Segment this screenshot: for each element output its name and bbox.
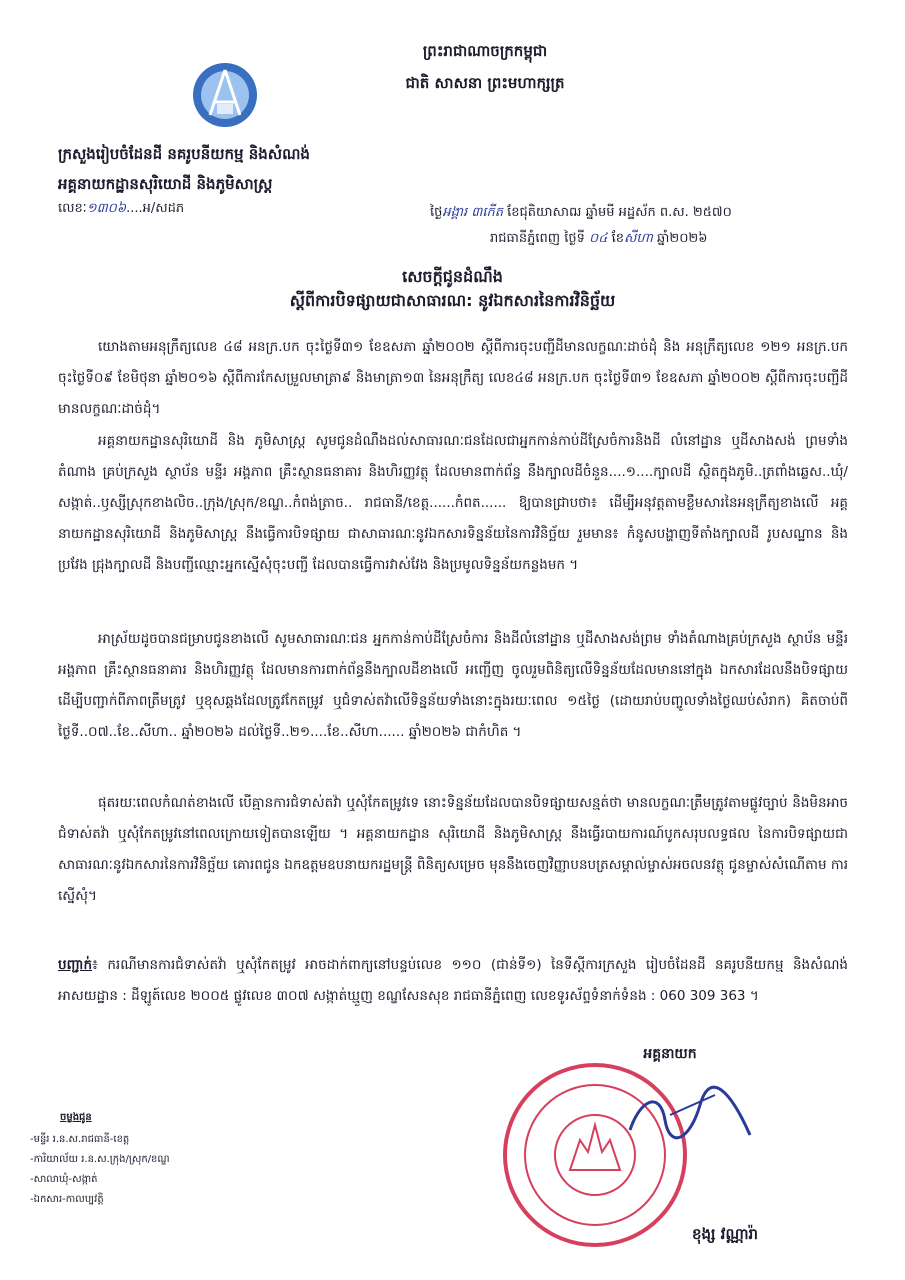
note-label: បញ្ជាក់ xyxy=(58,957,93,973)
paragraph-invitation: អាស្រ័យដូចបានជម្រាបជូនខាងលើ សូមសាធារណៈជន អ្នកកាន់កាប់ដីស្រែចំការ និងដីលំនៅដ្ឋាន ឬដីសាងសង់ព្រម ទាំងតំណាងគ្រប់ក្រសួង ស្ថាប័ន មន្ទីរ អង្គភាព គ្រឹះស្ថានធនាគារ និងហិរញ្ញវត្ថុ ដែលមានការពាក់ព័ន្ធនឹងក្បាលដីខាងលើ អញ្ជើញ ចូលរួមពិនិត្យលើទិន្នន័យដែលមាននៅក្នុង ឯកសារដែលនឹងបិទផ្សាយ ដើម្បីបញ្ជាក់ពីភាពត្រឹមត្រូវ ឬខុសឆ្គងដែលត្រូវកែតម្រូវ ឬជំទាស់តវ៉ាលើទិន្នន័យទាំងនោះក្នុងរយៈពេល ១៥ថ្ងៃ (ដោយរាប់បញ្ចូលទាំងថ្ងៃឈប់សំរាក) គិតចាប់ពីថ្ងៃទី..០៧..ខែ..សីហា.. ឆ្នាំ២០២៦ ដល់ថ្ងៃទី..២១....ខែ..សីហា...... ឆ្នាំ២០២៦ ជាកំហិត ។ xyxy=(58,631,848,740)
signatory-name: ខុង្ស វណ្ណារ៉ា xyxy=(691,1225,759,1243)
note-text: ៖ ករណីមានការជំទាស់តវ៉ា ឬសុំកែតម្រូវ អាចដាក់ពាក្យនៅបន្ទប់លេខ ១១០ (ជាន់ទី១) នៃទីស្តីការក្រសួង រៀបចំដែនដី នគរូបនីយកម្ម និងសំណង់ អាសយដ្ឋាន : ដីឡូត៍លេខ ២០០៥ ផ្លូវលេខ ៣០៧ សង្កាត់ឃ្មួញ ខណ្ឌសែនសុខ រាជធានីភ្នំពេញ លេខទូរស័ព្ទទំនាក់ទំនង : 060 309 363 ។ xyxy=(58,957,848,1004)
paragraph-note xyxy=(58,950,848,1012)
paragraph-deadline: ផុតរយៈពេលកំណត់ខាងលើ បើគ្មានការជំទាស់តវ៉ា ឬសុំកែតម្រូវទេ នោះទិន្នន័យដែលបានបិទផ្សាយសន្មត់ថា មានលក្ខណៈត្រឹមត្រូវតាមផ្លូវច្បាប់ និងមិនអាចជំទាស់តវ៉ា ឬសុំកែតម្រូវនៅពេលក្រោយទៀតបានឡើយ ។ អគ្គនាយកដ្ឋាន សុរិយោដី និងភូមិសាស្ត្រ នឹងធ្វើរបាយការណ៍បូកសរុបលទ្ធផល នៃការបិទផ្សាយជាសាធារណៈនូវឯកសារនៃការវិនិច្ឆ័យ គោរពជូន ឯកឧត្តមឧបនាយករដ្ឋមន្ត្រី ពិនិត្យសម្រេច មុននឹងចេញវិញ្ញាបនបត្រសម្គាល់ម្ចាស់អចលនវត្ថុ ជូនម្ចាស់សំណើតាម ការស្នើសុំ។ xyxy=(58,795,848,904)
list-item: -មន្ទីរ រ.ន.ស.រាជធានី-ខេត្ត xyxy=(30,1134,130,1145)
solar-year: ឆ្នាំ២០២៦ xyxy=(652,231,708,246)
cc-title: ចម្លងជូន xyxy=(60,1112,92,1123)
lunar-date xyxy=(430,204,732,223)
kingdom-motto-line1: ព្រះរាជាណាចក្រកម្ពុជា xyxy=(422,42,548,60)
lunar-day: អង្គារ ៣កើត xyxy=(442,205,504,220)
lunar-rest: ខែជុតិយាសាឍ ឆ្នាំមមី អដ្ឋស័ក ព.ស. ២៥៧០ xyxy=(503,205,732,220)
solar-day: ០៤ xyxy=(589,231,608,246)
document-title: សេចក្តីជូនដំណឹង xyxy=(402,267,503,286)
paragraph-announcement: អគ្គនាយកដ្ឋានសុរិយោដី និង ភូមិសាស្ត្រ សូមជូនដំណឹងដល់សាធារណៈជនដែលជាអ្នកកាន់កាប់ដីស្រែចំការនិងដី លំនៅដ្ឋាន ឬដីសាងសង់ ព្រមទាំងតំណាង គ្រប់ក្រសួង ស្ថាប័ន មន្ទីរ អង្គភាព គ្រឹះស្ថានធនាគារ និងហិរញ្ញវត្ថុ ដែលមានពាក់ព័ន្ធ នឹងក្បាលដីចំនួន....១....ក្បាលដី ស្ថិតក្នុងភូមិ..ត្រពាំងឆ្លេស..ឃុំ/សង្កាត់..ឫស្សីស្រុកខាងលិច..ក្រុង/ស្រុក/ខណ្ឌ..កំពង់ត្រាច.. រាជធានី/ខេត្ត......កំពត...... ឱ្យបានជ្រាបថា៖ ដើម្បីអនុវត្តតាមខ្លឹមសារនៃអនុក្រឹត្យខាងលើ អគ្គនាយកដ្ឋានសុរិយោដី និងភូមិសាស្ត្រ នឹងធ្វើការបិទផ្សាយ ជាសាធារណៈនូវឯកសារទិន្នន័យនៃការវិនិច្ឆ័យ រួមមាន៖ កំនូសបង្ហាញទីតាំងក្បាលដី រូបសណ្ឋាន និងប្រវែង ជ្រុងក្បាលដី និងបញ្ជីឈ្មោះអ្នកស្នើសុំចុះបញ្ជី ដែលបានធ្វើការវាស់វែង និងប្រមូលទិន្នន័យកន្លងមក ។ xyxy=(58,433,848,573)
department-name: អគ្គនាយកដ្ឋានសុរិយោដី និងភូមិសាស្ត្រ xyxy=(58,175,273,193)
reference-number xyxy=(58,200,184,219)
list-item: -សាលាឃុំ-សង្កាត់ xyxy=(30,1174,98,1185)
cc-list xyxy=(30,1130,170,1210)
ministry-logo-icon xyxy=(190,60,260,130)
solar-prefix: រាជធានីភ្នំពេញ ថ្ងៃទី xyxy=(490,231,590,246)
lunar-prefix: ថ្ងៃ xyxy=(430,205,443,220)
list-item: -ការិយាល័យ រ.ន.ស.ក្រុង/ស្រុក/ខណ្ឌ xyxy=(30,1154,170,1165)
document-subtitle: ស្តីពីការបិទផ្សាយជាសាធារណ: នូវឯកសារនៃការវិនិច្ឆ័យ xyxy=(289,291,616,310)
ref-number: ១៣០៦ xyxy=(86,201,127,216)
paragraph-legal-basis: យោងតាមអនុក្រឹត្យលេខ ៤៨ អនក្រ.បក ចុះថ្ងៃទី៣១ ខែឧសភា ឆ្នាំ២០០២ ស្តីពីការចុះបញ្ជីដីមានលក្ខណៈដាច់ដុំ និង អនុក្រឹត្យលេខ ១២១ អនក្រ.បក ចុះថ្ងៃទី០៩ ខែមិថុនា ឆ្នាំ២០១៦ ស្តីពីការកែសម្រួលមាត្រា៩ និងមាត្រា១៣ នៃអនុក្រឹត្យ លេខ៤៨ អនក្រ.បក ចុះថ្ងៃទី៣១ ខែឧសភា ឆ្នាំ២០០២ ស្តីពីការចុះបញ្ជីដីមានលក្ខណៈដាច់ដុំ។ xyxy=(58,339,848,417)
ref-prefix: លេខៈ xyxy=(58,201,87,216)
ministry-name: ក្រសួងរៀបចំដែនដី នគរូបនីយកម្ម និងសំណង់ xyxy=(58,145,310,163)
solar-date xyxy=(490,230,707,249)
signatory-title: អគ្គនាយក xyxy=(643,1046,697,1062)
ref-suffix: ....អ/សដភ xyxy=(126,201,185,216)
solar-month: សីហា xyxy=(623,231,653,246)
handwritten-signature-icon xyxy=(620,1080,760,1150)
list-item: -ឯកសារ-កាលប្បវត្តិ xyxy=(30,1194,104,1205)
solar-month-label: ខែ xyxy=(607,231,624,246)
kingdom-motto-line2: ជាតិ សាសនា ព្រះមហាក្សត្រ xyxy=(405,74,565,92)
